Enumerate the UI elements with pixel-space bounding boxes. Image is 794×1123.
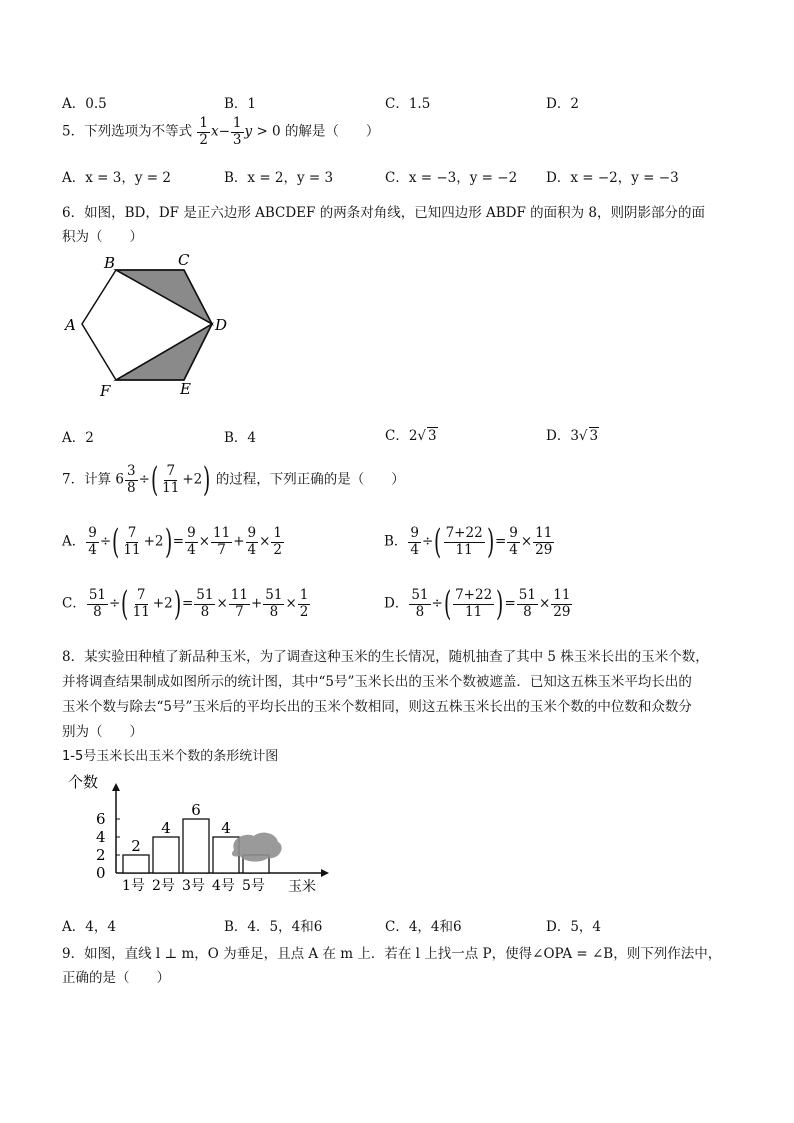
q5-stem: 5．下列选项为不等式 $\frac{1}{2}$ x− $\frac{1}{3}$ y > 0 的解是（ ） (62, 115, 380, 148)
q5-option-a: A．x = 3，y = 2 (62, 170, 171, 186)
q5-prefix: 5．下列选项为不等式 (62, 123, 193, 140)
q4-option-a: A．0.5 (62, 96, 107, 112)
x-axis-arrow-icon (321, 869, 329, 877)
q8-option-c: C．4，4和6 (385, 919, 462, 935)
vertex-label-e: E (180, 380, 191, 398)
y-tick-label: 2 (96, 846, 106, 864)
q7-suffix: 的过程，下列正确的是（ ） (215, 471, 405, 488)
fraction-one-half: $\frac{1}{2}$ (199, 115, 208, 148)
q6-option-d-coef: D．3 (546, 428, 579, 444)
chart-caption: 1-5号玉米长出玉米个数的条形统计图 (62, 749, 279, 764)
bar-data-label: 4 (161, 819, 171, 837)
q6-stem-line2: 积为（ ） (62, 229, 143, 245)
y-tick-label: 4 (96, 828, 106, 846)
chart-plot-area (68, 773, 329, 895)
bar (153, 837, 179, 873)
q6-option-b: B．4 (224, 430, 257, 446)
hexagon-figure (60, 250, 250, 400)
q4-option-d: D．2 (546, 96, 579, 112)
q7-option-c: C． $\frac{51}{8}$ ÷( $\frac{7}{11}$ +2)= $\frac{51}{8}$ × $\frac{11}{7}$ + $\frac{51}{8}$ × $\frac{1}{2}$ (62, 584, 309, 624)
q8-stem-line3: 玉米个数与除去“5号”玉米后的平均长出的玉米个数相同，则这五株玉米长出的玉米个数的中位数和众数分 (62, 699, 692, 715)
x-tick-label: 5号 (242, 878, 265, 894)
q7-option-d: D． $\frac{51}{8}$ ÷( $\frac{7+22}{11}$ )= $\frac{51}{8}$ × $\frac{11}{29}$ (384, 584, 571, 624)
q8-stem-line1: 8．某实验田种植了新品种玉米，为了调查这种玉米的生长情况，随机抽查了其中 5 株玉米长出的玉米个数， (62, 649, 709, 665)
x-tick-label: 4号 (212, 878, 235, 894)
q4-option-b: B．1 (224, 96, 257, 112)
q5-option-d: D．x = −2，y = −3 (546, 170, 679, 186)
q5-suffix: 的解是（ ） (284, 123, 380, 140)
q9-stem-line1: 9．如图，直线 l ⊥ m，O 为垂足，且点 A 在 m 上．若在 l 上找一点 P，使得∠OPA = ∠B，则下列作法中， (62, 946, 722, 962)
bar-data-label: 6 (191, 801, 201, 819)
x-axis-label: 玉米 (288, 879, 316, 895)
q9-stem-line2: 正确的是（ ） (62, 970, 170, 986)
x-tick-label: 3号 (182, 878, 205, 894)
q4-option-c: C．1.5 (385, 96, 431, 112)
q8-option-d: D．5，4 (546, 919, 602, 935)
q8-stem-line2: 并将调查结果制成如图所示的统计图，其中“5号”玉米长出的玉米个数被遮盖．已知这五株玉米平均长出的 (62, 674, 692, 690)
fraction-one-third: $\frac{1}{3}$ (232, 115, 242, 148)
q5-option-c: C．x = −3，y = −2 (385, 170, 518, 186)
vertex-label-b: B (104, 254, 116, 272)
q8-stem-line4: 别为（ ） (62, 724, 143, 740)
bar (123, 855, 149, 873)
y-axis-arrow-icon (112, 783, 120, 791)
y-tick-label: 0 (96, 864, 106, 882)
y-axis-label: 个数 (68, 773, 99, 791)
q5-option-b: B．x = 2，y = 3 (224, 170, 334, 186)
q7-prefix: 7．计算 (62, 471, 112, 488)
q8-option-b: B．4．5，4和6 (224, 919, 323, 935)
vertex-label-c: C (178, 251, 190, 269)
q6-option-d: D．3√ 3 (546, 428, 599, 444)
q7-stem: 7．计算 6 $\frac{3}{8}$ ÷( $\frac{7}{11}$ +2) 的过程，下列正确的是（ ） (62, 460, 405, 500)
q7-option-a: A． $\frac{9}{4}$ ÷( $\frac{7}{11}$ +2)= $\frac{9}{4}$ × $\frac{11}{7}$ + $\frac{9}{4}$ × $\frac{1}{2}$ (62, 522, 282, 562)
vertex-label-d: D (215, 316, 228, 334)
x-tick-label: 2号 (152, 878, 175, 894)
y-tick-label: 6 (96, 810, 106, 828)
q8-option-a: A．4，4 (62, 919, 116, 935)
bar-data-label: 4 (221, 819, 231, 837)
vertex-label-a: A (65, 316, 76, 334)
q6-option-c-coef: C．2 (385, 428, 418, 444)
q6-option-d-radicand: 3 (589, 428, 599, 444)
vertex-label-f: F (100, 382, 111, 400)
q6-option-c: C．2√ 3 (385, 428, 437, 444)
q7-option-b: B． $\frac{9}{4}$ ÷( $\frac{7+22}{11}$ )= $\frac{9}{4}$ × $\frac{11}{29}$ (384, 522, 553, 562)
bar-chart (66, 770, 336, 895)
bar-data-label: 2 (131, 837, 141, 855)
x-tick-label: 1号 (122, 878, 145, 894)
q6-option-a: A．2 (62, 430, 94, 446)
bar (183, 819, 209, 873)
q6-option-c-radicand: 3 (428, 428, 437, 444)
q6-stem-line1: 6．如图，BD，DF 是正六边形 ABCDEF 的两条对角线，已知四边形 ABDF 的面积为 8，则阴影部分的面 (62, 205, 706, 221)
